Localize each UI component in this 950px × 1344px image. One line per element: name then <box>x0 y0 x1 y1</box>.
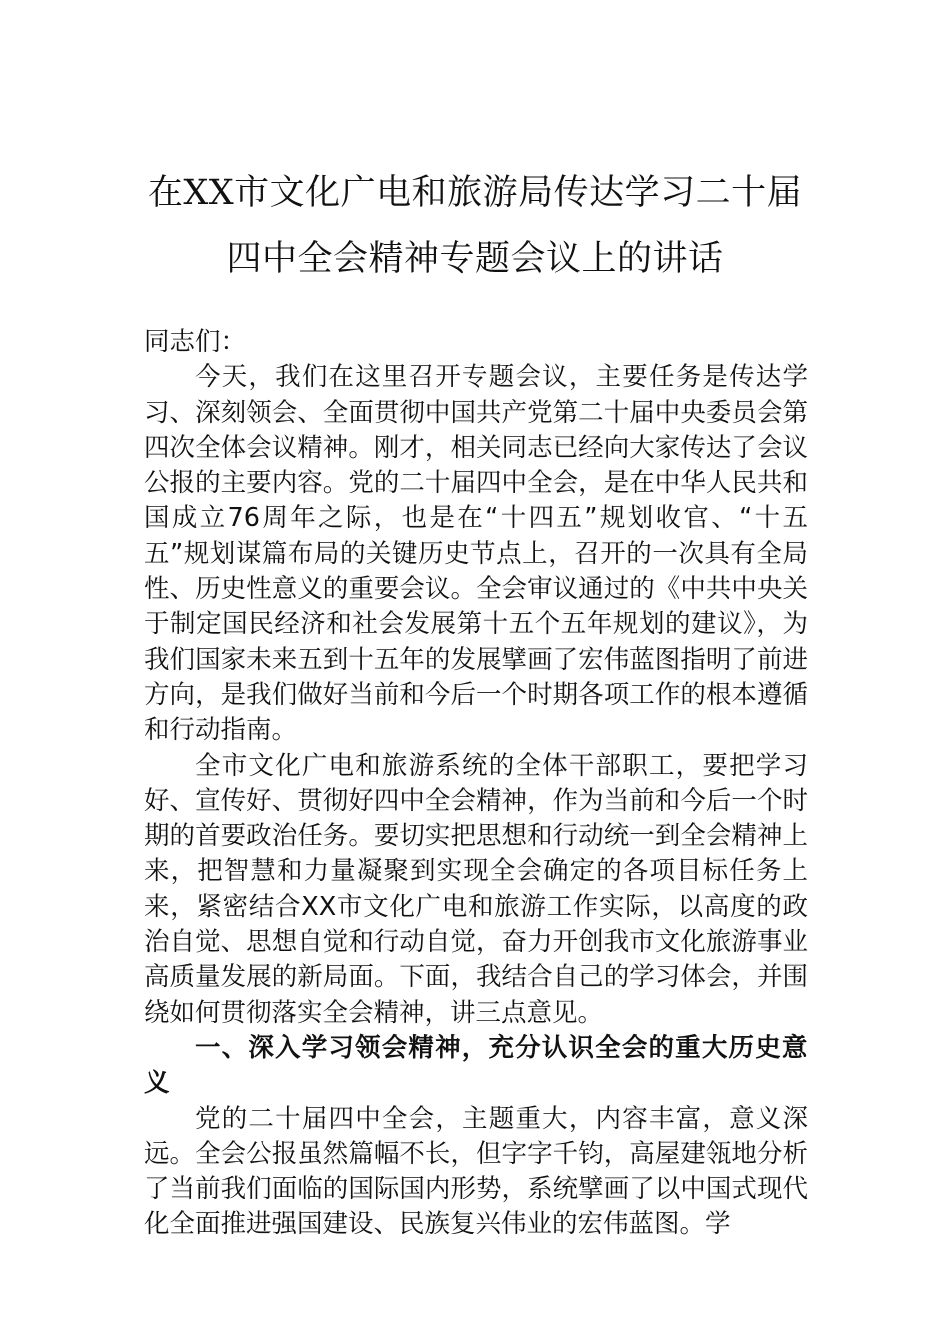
document-body <box>144 325 808 1243</box>
document-title <box>142 160 808 292</box>
title-line-1: 在XX市文化广电和旅游局传达学习二十届 <box>147 173 803 213</box>
paragraph-intro: 今天，我们在这里召开专题会议，主要任务是传达学习、深刻领会、全面贯彻中国共产党第二十届中央委员会第四次全体会议精神。刚才，相关同志已经向大家传达了会议公报的主要内容。党的二十届四中全会，是在中华人民共和国成立76周年之际，也是在“十四五”规划收官、“十五五”规划谋篇布局的关键历史节点上，召开的一次具有全局性、历史性意义的重要会议。全会审议通过的《中共中央关于制定国民经济和社会发展第十五个五年规划的建议》，为我们国家未来五到十五年的发展擘画了宏伟蓝图指明了前进方向，是我们做好当前和今后一个时期各项工作的根本遵循和行动指南。 <box>144 362 808 746</box>
salutation: 同志们： <box>144 327 247 357</box>
title-line-2: 四中全会精神专题会议上的讲话 <box>226 239 724 279</box>
section-heading-1: 一、深入学习领会精神，充分认识全会的重大历史意义 <box>144 1032 808 1099</box>
paragraph-task: 全市文化广电和旅游系统的全体干部职工，要把学习好、宣传好、贯彻好四中全会精神，作为当前和今后一个时期的首要政治任务。要切实把思想和行动统一到全会精神上来，把智慧和力量凝聚到实现全会确定的各项目标任务上来，紧密结合XX市文化广电和旅游工作实际，以高度的政治自觉、思想自觉和行动自觉，奋力开创我市文化旅游事业高质量发展的新局面。下面，我结合自己的学习体会，并围绕如何贯彻落实全会精神，讲三点意见。 <box>144 750 808 1028</box>
section-paragraph-1: 党的二十届四中全会，主题重大，内容丰富，意义深远。全会公报虽然篇幅不长，但字字千钧，高屋建瓴地分析了当前我们面临的国际国内形势，系统擘画了以中国式现代化全面推进强国建设、民族复兴伟业的宏伟蓝图。学 <box>144 1103 808 1240</box>
